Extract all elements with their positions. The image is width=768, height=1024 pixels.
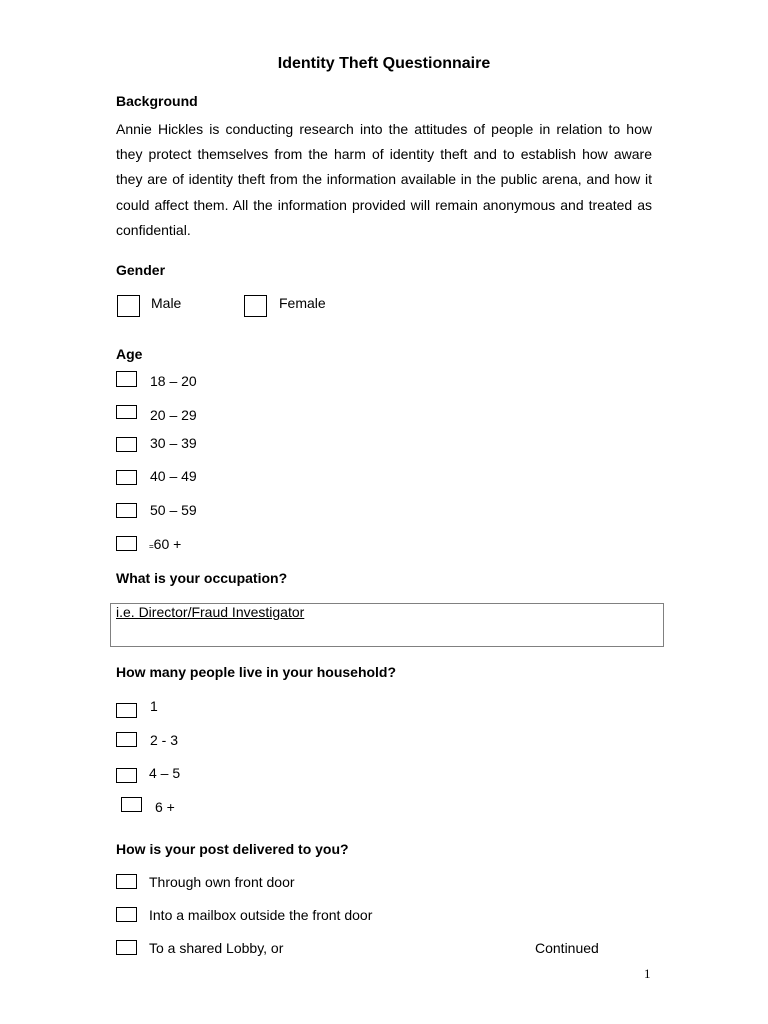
household-1-checkbox[interactable] <box>116 703 137 718</box>
age-60-plus-checkbox[interactable] <box>116 536 137 551</box>
post-front-door-label: Through own front door <box>149 874 295 890</box>
age-40-49-checkbox[interactable] <box>116 470 137 485</box>
age-40-49-label: 40 – 49 <box>150 468 197 484</box>
background-paragraph: Annie Hickles is conducting research into the attitudes of people in relation to how they protect themselves from the harm of identity theft and to establish how aware they are of identity theft from the information available in the public arena, and how it could affect them. All the information provided will remain anonymous and treated as confidential. <box>116 121 652 238</box>
post-shared-lobby-checkbox[interactable] <box>116 940 137 955</box>
post-mailbox-checkbox[interactable] <box>116 907 137 922</box>
gender-female-label: Female <box>279 295 326 311</box>
post-mailbox-label: Into a mailbox outside the front door <box>149 907 373 923</box>
age-60-plus-option <box>149 536 181 552</box>
occupation-example: i.e. Director/Fraud Investigator <box>116 604 305 620</box>
gender-heading: Gender <box>116 262 166 278</box>
background-heading: Background <box>116 93 198 109</box>
age-20-29-checkbox[interactable] <box>116 405 137 419</box>
gender-male-label: Male <box>151 295 182 311</box>
document-title: Identity Theft Questionnaire <box>277 55 491 72</box>
household-6-plus-label: 6 + <box>155 799 175 815</box>
page-number: 1 <box>644 966 651 981</box>
occupation-heading: What is your occupation? <box>116 570 288 586</box>
household-6-plus-checkbox[interactable] <box>121 797 142 812</box>
age-30-39-checkbox[interactable] <box>116 437 137 452</box>
household-2-3-checkbox[interactable] <box>116 732 137 747</box>
gender-male-checkbox[interactable] <box>117 295 140 317</box>
post-front-door-checkbox[interactable] <box>116 874 137 889</box>
household-2-3-label: 2 - 3 <box>150 732 179 748</box>
household-4-5-checkbox[interactable] <box>116 768 137 783</box>
age-18-20-label: 18 – 20 <box>150 373 197 389</box>
post-heading: How is your post delivered to you? <box>116 841 349 857</box>
age-18-20-checkbox[interactable] <box>116 371 137 387</box>
age-20-29-label: 20 – 29 <box>150 407 197 423</box>
age-30-39-label: 30 – 39 <box>150 435 197 451</box>
household-4-5-label: 4 – 5 <box>149 765 181 781</box>
age-60-plus-label: 60 + <box>153 536 182 552</box>
gender-female-checkbox[interactable] <box>244 295 267 317</box>
continued-label: Continued <box>535 940 599 956</box>
household-1-label: 1 <box>150 698 158 714</box>
age-50-59-checkbox[interactable] <box>116 503 137 518</box>
age-heading: Age <box>116 346 143 362</box>
post-shared-lobby-label: To a shared Lobby, or <box>149 940 284 956</box>
age-50-59-label: 50 – 59 <box>150 502 197 518</box>
household-heading: How many people live in your household? <box>116 664 397 680</box>
age-60-plus-mark: = <box>149 542 154 551</box>
